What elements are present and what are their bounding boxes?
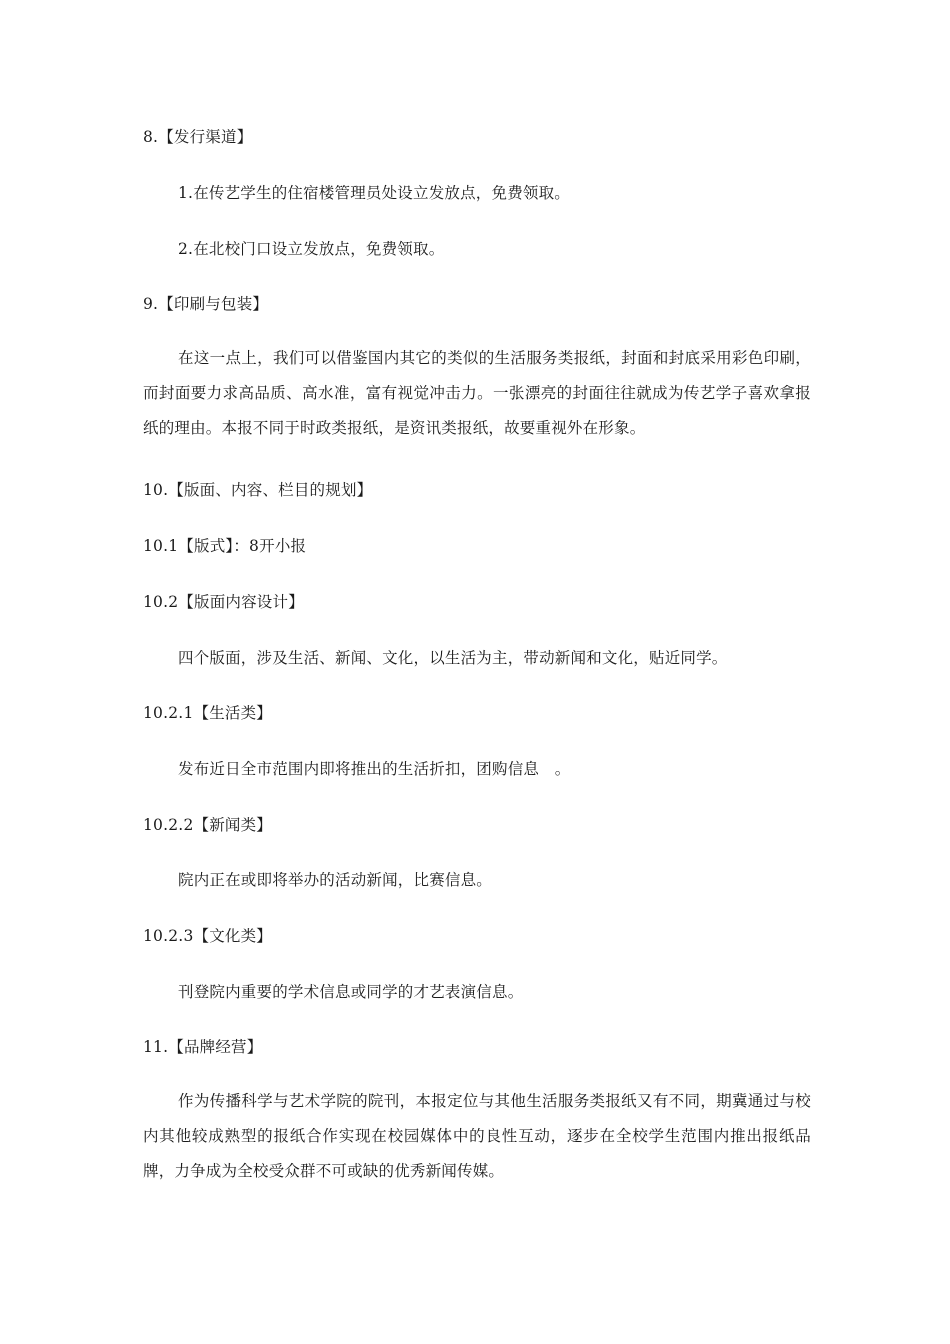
section-10-2-heading: 10.2【版面内容设计】 — [143, 593, 304, 611]
section-10-2-2-heading: 10.2.2【新闻类】 — [143, 816, 273, 834]
section-9-heading: 9.【印刷与包装】 — [143, 295, 269, 313]
section-10-2-3-heading: 10.2.3【文化类】 — [143, 927, 273, 945]
section-10-2-paragraph: 四个版面，涉及生活、新闻、文化，以生活为主，带动新闻和文化，贴近同学。 — [178, 649, 728, 667]
section-10-1-heading: 10.1【版式】：8开小报 — [143, 537, 307, 555]
section-10-2-1-heading: 10.2.1【生活类】 — [143, 704, 273, 722]
section-11-paragraph: 作为传播科学与艺术学院的院刊，本报定位与其他生活服务类报纸又有不同，期冀通过与校内其他较成熟型的报纸合作实现在校园媒体中的良性互动，逐步在全校学生范围内推出报纸品牌，力争成为全校受众群不可或缺的优秀新闻传媒。 — [143, 1092, 811, 1180]
section-8-item-2: 2.在北校门口设立发放点，免费领取。 — [178, 240, 445, 258]
section-10-2-3-paragraph: 刊登院内重要的学术信息或同学的才艺表演信息。 — [178, 983, 524, 1001]
section-10-2-1-paragraph: 发布近日全市范围内即将推出的生活折扣，团购信息 。 — [178, 760, 571, 778]
section-8-heading: 8.【发行渠道】 — [143, 128, 253, 146]
section-10-2-2-paragraph: 院内正在或即将举办的活动新闻，比赛信息。 — [178, 871, 493, 889]
section-9-paragraph: 在这一点上，我们可以借鉴国内其它的类似的生活服务类报纸，封面和封底采用彩色印刷，而封面要力求高品质、高水准，富有视觉冲击力。一张漂亮的封面往往就成为传艺学子喜欢拿报纸的理由。本报不同于时政类报纸，是资讯类报纸，故要重视外在形象。 — [143, 349, 811, 437]
section-8-item-1: 1.在传艺学生的住宿楼管理员处设立发放点，免费领取。 — [178, 184, 570, 202]
section-11-heading: 11.【品牌经营】 — [143, 1038, 263, 1056]
section-10-heading: 10.【版面、内容、栏目的规划】 — [143, 481, 373, 499]
